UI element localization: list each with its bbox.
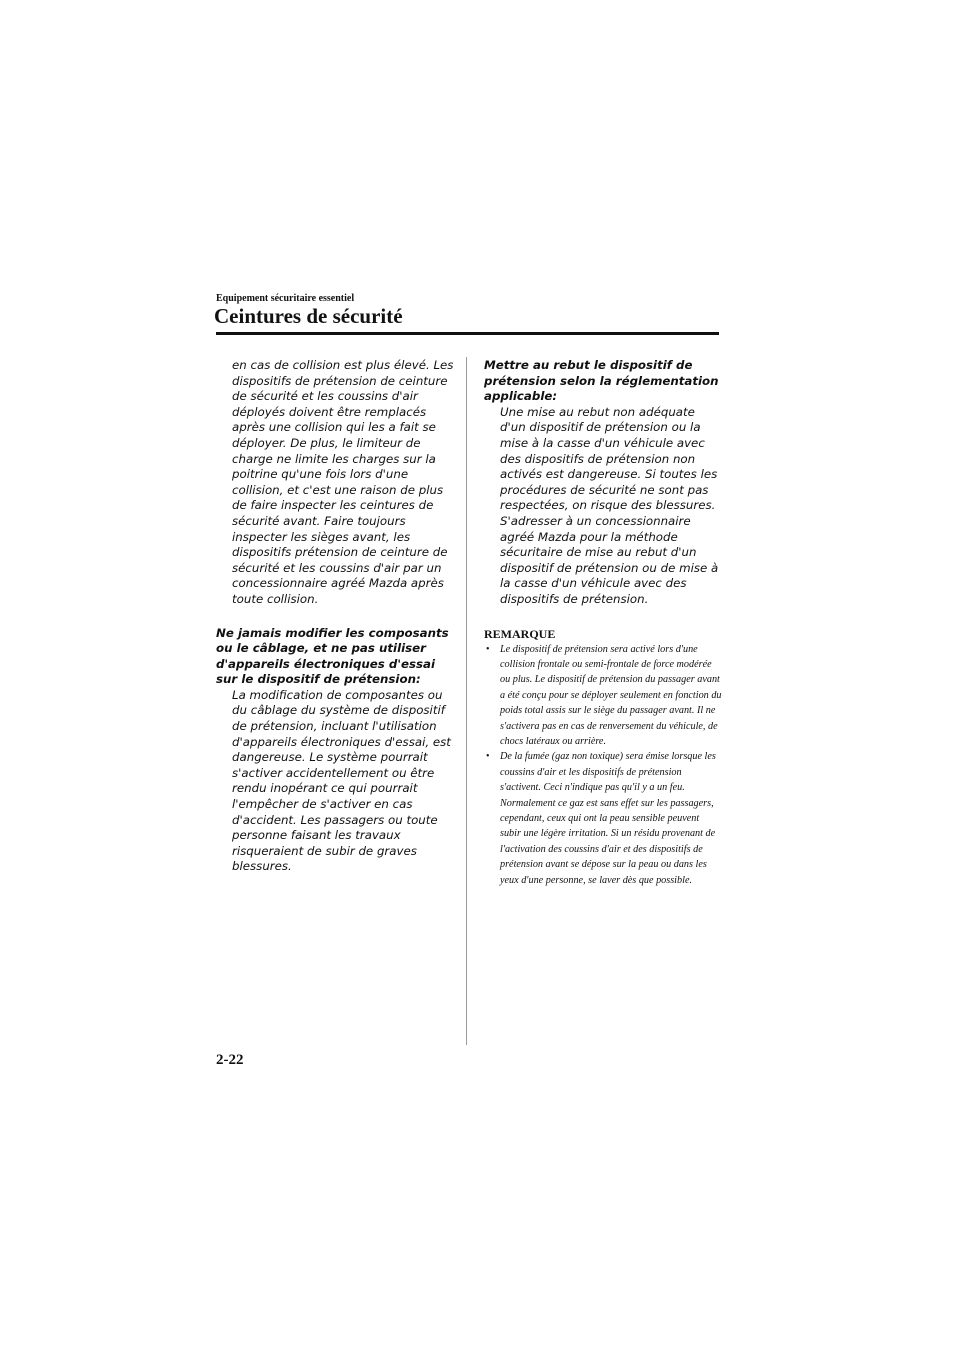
page-number: 2-22	[216, 1052, 244, 1068]
warning-heading-modification: Ne jamais modifier les composants ou le câblage, et ne pas utiliser d'appareils électroniques d'essai sur le dispositif de prétension:	[216, 625, 449, 687]
list-item	[484, 749, 722, 888]
section-label: Equipement sécuritaire essentiel	[216, 293, 355, 304]
list-item	[484, 642, 722, 750]
warning-text-disposal: Une mise au rebut non adéquate d'un dispositif de prétension ou la mise à la casse d'un véhicule avec des dispositifs de prétension non activés est dangereuse. Si toutes les procédures de sécurité ne sont pas respectées, on risque des blessures. S'adresser à un concessionnaire agréé Mazda pour la méthode sécuritaire de mise au rebut d'un dispositif de prétension ou de mise à la casse d'un véhicule avec des dispositifs de prétension.	[500, 404, 719, 606]
note-text: Le dispositif de prétension sera activé lors d'une collision frontale ou semi-frontale de force modérée ou plus. Le dispositif de prétension du passager avant a été conçu pour se déployer seulement en fonction du poids total assis sur le siège du passager avant. Il ne s'activera pas en cas de renversement du véhicule, de chocs latéraux ou arrière.	[500, 643, 722, 747]
warning-heading-disposal: Mettre au rebut le dispositif de prétension selon la réglementation applicable:	[484, 358, 719, 404]
header-rule	[216, 332, 719, 335]
bullet-icon: •	[486, 643, 490, 655]
note-text: De la fumée (gaz non toxique) sera émise lorsque les coussins d'air et les dispositifs de prétension s'activent. Ceci n'indique pas qu'il y a un feu. Normalement ce gaz est sans effet sur les passagers, cependant, ceux qui ont la peau sensible peuvent subir une légère irritation. Si un résidu provenant de l'activation des coussins d'air et des dispositifs de prétension avant se dépose sur la peau ou dans les yeux d'une personne, se laver dès que possible.	[500, 751, 716, 886]
remarque-label: REMARQUE	[484, 626, 556, 641]
column-divider	[466, 357, 467, 1045]
page-title: Ceintures de sécurité	[214, 304, 403, 328]
notes-list	[484, 642, 722, 889]
bullet-icon: •	[486, 751, 490, 763]
right-column	[484, 358, 722, 888]
left-column	[216, 358, 456, 875]
warning-text-modification: La modification de composantes ou du câblage du système de dispositif de prétension, incluant l'utilisation d'appareils électroniques d'essai, est dangereuse. Le système pourrait s'activer accidentellement ou être rendu inopérant ce qui pourrait l'empêcher de s'activer en cas d'accident. Les passagers ou toute personne faisant les travaux risqueraient de subir de graves blessures.	[232, 687, 451, 874]
continued-warning-text: en cas de collision est plus élevé. Les dispositifs de prétension de ceinture de sécurité et les coussins d'air déployés doivent être remplacés après une collision qui les a fait se déployer. De plus, le limiteur de charge ne limite les charges sur la poitrine qu'une fois lors d'une collision, et c'est une raison de plus de faire inspecter les ceintures de sécurité avant. Faire toujours inspecter les sièges avant, les dispositifs prétension de ceinture de sécurité et les coussins d'air par un concessionnaire agréé Mazda après toute collision.	[232, 358, 454, 606]
